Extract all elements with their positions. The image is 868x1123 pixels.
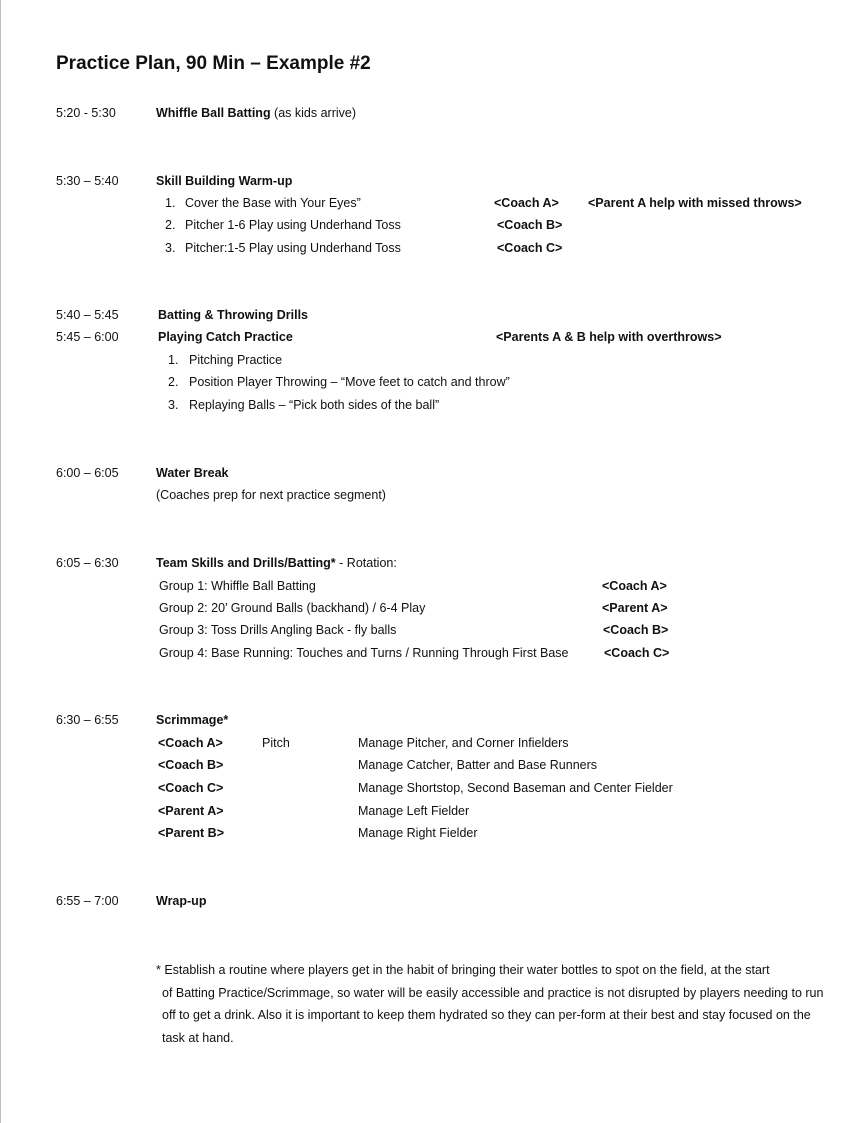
coach-assignment: <Coach C> xyxy=(604,646,670,660)
section-heading-playing-catch: Playing Catch Practice xyxy=(158,330,293,344)
page-title: Practice Plan, 90 Min – Example #2 xyxy=(56,53,371,74)
section-whiffle-ball-batting xyxy=(156,105,356,121)
parent-help-note: <Parent A help with missed throws> xyxy=(588,196,802,210)
scrimmage-person: <Coach A> xyxy=(158,736,223,750)
scrimmage-task: Manage Pitcher, and Corner Infielders xyxy=(358,736,569,750)
list-item-number: 2. xyxy=(165,218,176,232)
coach-assignment: <Coach C> xyxy=(497,241,563,255)
page-left-border xyxy=(0,0,1,1123)
parent-help-note: <Parents A & B help with overthrows> xyxy=(496,330,722,344)
rotation-group: Group 3: Toss Drills Angling Back - fly balls xyxy=(159,623,397,637)
time-5-20: 5:20 - 5:30 xyxy=(56,106,116,120)
list-item-number: 2. xyxy=(168,375,179,389)
footnote xyxy=(156,959,826,1049)
time-6-30: 6:30 – 6:55 xyxy=(56,713,119,727)
list-item-text: Pitching Practice xyxy=(189,353,283,367)
time-5-40: 5:40 – 5:45 xyxy=(56,308,119,322)
list-item-number: 3. xyxy=(168,398,179,412)
list-item-text: Pitcher:1-5 Play using Underhand Toss xyxy=(185,241,401,255)
rotation-group: Group 1: Whiffle Ball Batting xyxy=(159,579,316,593)
list-item-text: Pitcher 1-6 Play using Underhand Toss xyxy=(185,218,401,232)
list-item-number: 1. xyxy=(168,353,179,367)
scrimmage-task: Manage Catcher, Batter and Base Runners xyxy=(358,758,598,772)
time-6-00: 6:00 – 6:05 xyxy=(56,466,119,480)
coach-assignment: <Coach A> xyxy=(602,579,667,593)
coach-assignment: <Coach B> xyxy=(603,623,669,637)
footnote-first-line: * Establish a routine where players get in the habit of bringing their water bottles to spot on the field, at the start xyxy=(156,963,770,977)
list-item-number: 3. xyxy=(165,241,176,255)
time-6-05: 6:05 – 6:30 xyxy=(56,556,119,570)
scrimmage-task: Manage Right Fielder xyxy=(358,826,478,840)
section-heading-scrimmage: Scrimmage* xyxy=(156,713,229,727)
scrimmage-task: Manage Shortstop, Second Baseman and Center Fielder xyxy=(358,781,673,795)
scrimmage-person: <Parent B> xyxy=(158,826,225,840)
time-6-55: 6:55 – 7:00 xyxy=(56,894,119,908)
scrimmage-person: <Coach C> xyxy=(158,781,224,795)
coach-assignment: <Coach B> xyxy=(497,218,563,232)
time-5-45: 5:45 – 6:00 xyxy=(56,330,119,344)
section-heading-warm-up: Skill Building Warm-up xyxy=(156,174,293,188)
list-item-text: Replaying Balls – “Pick both sides of the ball” xyxy=(189,398,440,412)
list-item-text: Cover the Base with Your Eyes” xyxy=(185,196,361,210)
section-heading: Team Skills and Drills/Batting* xyxy=(156,556,336,570)
section-heading-water-break: Water Break xyxy=(156,466,229,480)
scrimmage-person: <Parent A> xyxy=(158,804,224,818)
footnote-body: of Batting Practice/Scrimmage, so water will be easily accessible and practice is not disrupted by players needing to run off to get a drink. Also it is important to keep them hydrated so they can per-form at their best and stay focused on the task at hand. xyxy=(162,985,824,1045)
coach-assignment: <Coach A> xyxy=(494,196,559,210)
scrimmage-role: Pitch xyxy=(262,736,290,750)
section-heading: Whiffle Ball Batting xyxy=(156,106,271,120)
scrimmage-task: Manage Left Fielder xyxy=(358,804,470,818)
coach-assignment: <Parent A> xyxy=(602,601,668,615)
list-item-number: 1. xyxy=(165,196,176,210)
time-5-30: 5:30 – 5:40 xyxy=(56,174,119,188)
section-heading-note: (as kids arrive) xyxy=(270,106,357,120)
section-heading-batting-throwing: Batting & Throwing Drills xyxy=(158,308,308,322)
scrimmage-person: <Coach B> xyxy=(158,758,224,772)
rotation-group: Group 2: 20’ Ground Balls (backhand) / 6-4 Play xyxy=(159,601,426,615)
section-team-skills xyxy=(156,555,397,571)
section-note: (Coaches prep for next practice segment) xyxy=(156,488,386,502)
rotation-group: Group 4: Base Running: Touches and Turns / Running Through First Base xyxy=(159,646,569,660)
list-item-text: Position Player Throwing – “Move feet to catch and throw” xyxy=(189,375,510,389)
section-heading-wrap-up: Wrap-up xyxy=(156,894,207,908)
section-heading-note: - Rotation: xyxy=(335,556,397,570)
